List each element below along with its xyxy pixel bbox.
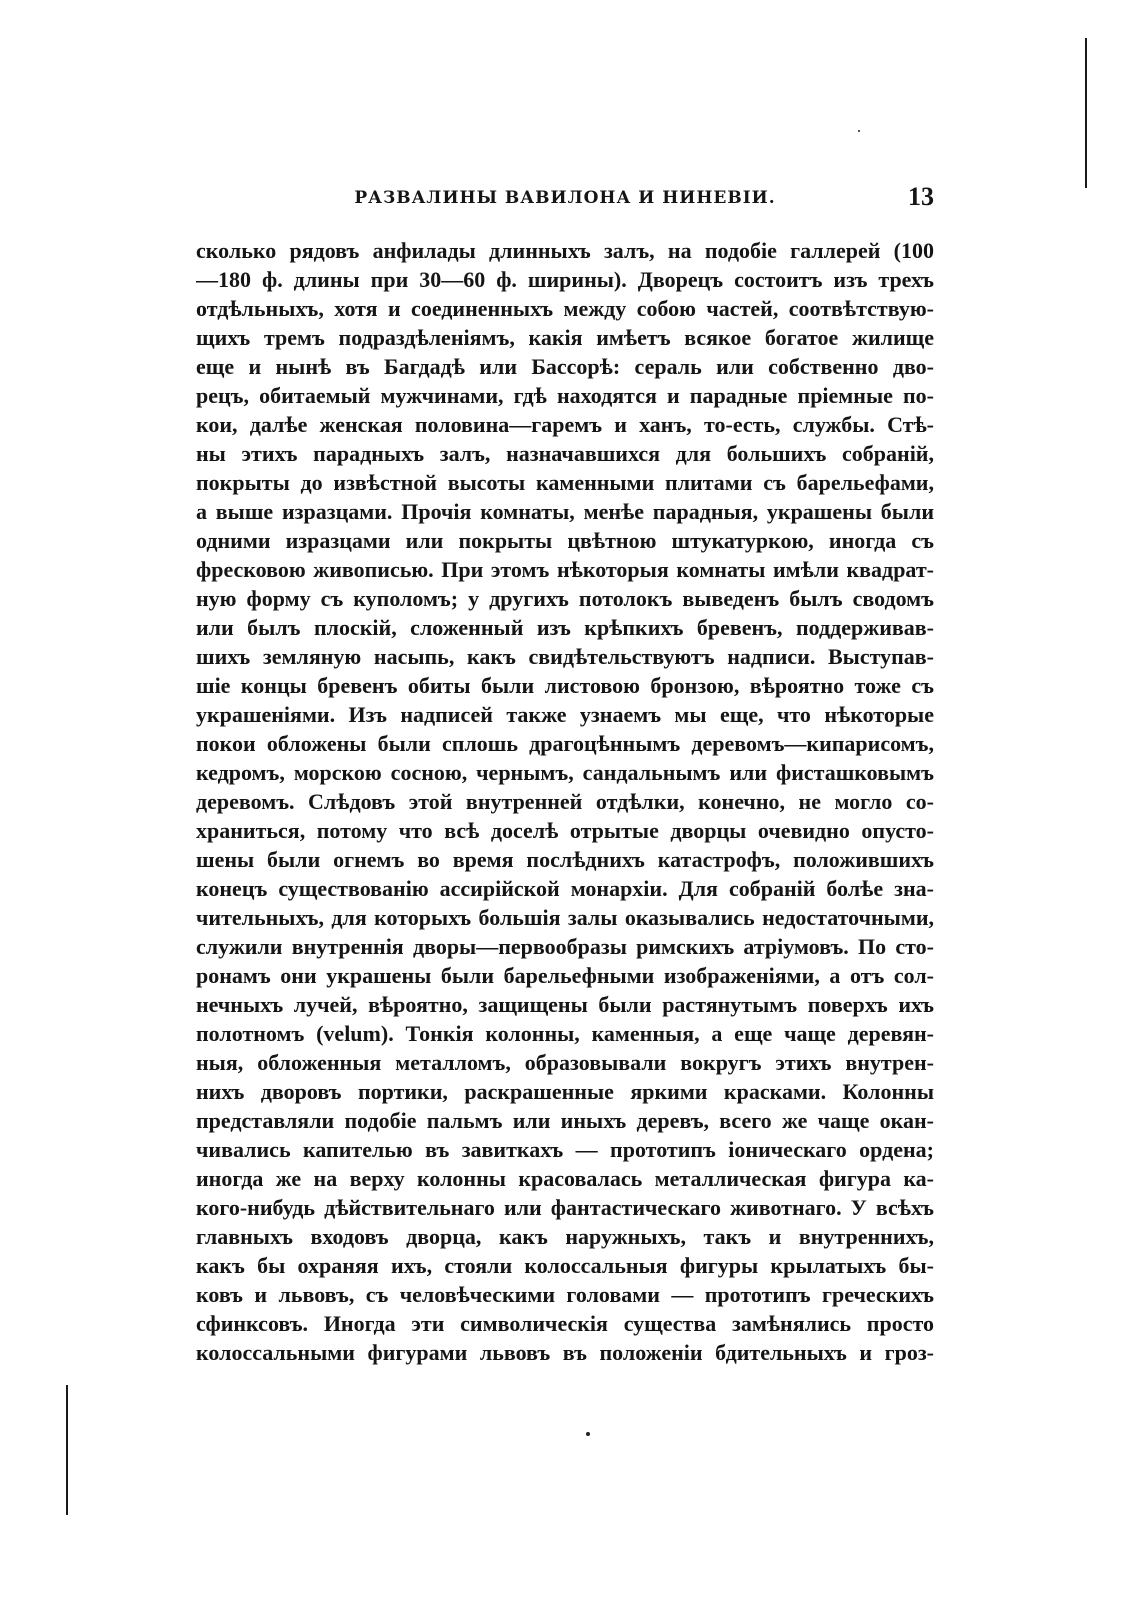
text-line: —180 ф. длины при 30—60 ф. ширины). Дворецъ состоитъ изъ трехъ xyxy=(196,267,934,292)
text-line: полотномъ (velum). Тонкія колонны, каменныя, а еще чаще деревян- xyxy=(196,1021,934,1046)
text-line: деревомъ. Слѣдовъ этой внутренней отдѣлки, конечно, не могло со- xyxy=(196,789,934,814)
text-line: ныя, обложенныя металломъ, образовывали вокругъ этихъ внутрен- xyxy=(196,1050,934,1075)
text-line: чительныхъ, для которыхъ большія залы оказывались недостаточными, xyxy=(196,905,934,930)
text-line: украшеніями. Изъ надписей также узнаемъ мы еще, что нѣкоторые xyxy=(196,702,934,727)
text-line: покои обложены были сплошь драгоцѣннымъ деревомъ—кипарисомъ, xyxy=(196,731,934,756)
text-line: конецъ существованію ассирійской монархіи. Для собраній болѣе зна- xyxy=(196,876,934,901)
text-line: покрыты до извѣстной высоты каменными плитами съ барельефами, xyxy=(196,470,934,495)
text-line: кедромъ, морскою сосною, чернымъ, сандальнымъ или фисташковымъ xyxy=(196,760,934,785)
text-line: шіе концы бревенъ обиты были листовою бронзою, вѣроятно тоже съ xyxy=(196,673,934,698)
text-line: иногда же на верху колонны красовалась металлическая фигура ка- xyxy=(196,1166,934,1191)
text-line: сколько рядовъ анфилады длинныхъ залъ, на подобіе галлерей (100 xyxy=(196,238,934,263)
page-header xyxy=(196,182,934,222)
scan-edge-line xyxy=(1085,38,1087,188)
text-line: представляли подобіе пальмъ или иныхъ деревъ, всего же чаще окан- xyxy=(196,1108,934,1133)
text-line: или былъ плоскій, сложенный изъ крѣпкихъ бревенъ, поддерживав- xyxy=(196,615,934,640)
text-line: чивались капителью въ завиткахъ — прототипъ іоническаго ордена; xyxy=(196,1137,934,1162)
text-line: ную форму съ куполомъ; у другихъ потолокъ выведенъ былъ сводомъ xyxy=(196,586,934,611)
scan-speck xyxy=(858,130,860,132)
running-title: РАЗВАЛИНЫ ВАВИЛОНА И НИНЕВІИ. xyxy=(354,188,776,208)
text-line: главныхъ входовъ дворца, какъ наружныхъ, такъ и внутреннихъ, xyxy=(196,1224,934,1249)
text-line: храниться, потому что всѣ доселѣ отрытые дворцы очевидно опусто- xyxy=(196,818,934,843)
text-line: рецъ, обитаемый мужчинами, гдѣ находятся и парадные пріемные по- xyxy=(196,383,934,408)
scan-edge-line xyxy=(66,1385,68,1515)
ink-dot xyxy=(586,1432,590,1436)
page-number: 13 xyxy=(908,182,934,211)
text-line: шены были огнемъ во время послѣднихъ катастрофъ, положившихъ xyxy=(196,847,934,872)
text-line: кои, далѣе женская половина—гаремъ и ханъ, то-есть, службы. Стѣ- xyxy=(196,412,934,437)
text-line: служили внутреннія дворы—первообразы римскихъ атріумовъ. По сто- xyxy=(196,934,934,959)
text-line: ронамъ они украшены были барельефными изображеніями, а отъ сол- xyxy=(196,963,934,988)
text-line: отдѣльныхъ, хотя и соединенныхъ между собою частей, соотвѣтствую- xyxy=(196,296,934,321)
text-line: фресковою живописью. При этомъ нѣкоторыя комнаты имѣли квадрат- xyxy=(196,557,934,582)
text-line: щихъ тремъ подраздѣленіямъ, какія имѣетъ всякое богатое жилище xyxy=(196,325,934,350)
text-line: колоссальными фигурами львовъ въ положеніи бдительныхъ и гроз- xyxy=(196,1340,934,1365)
text-line: еще и нынѣ въ Багдадѣ или Бассорѣ: сераль или собственно дво- xyxy=(196,354,934,379)
text-line: ковъ и львовъ, съ человѣческими головами — прототипъ греческихъ xyxy=(196,1282,934,1307)
text-line: нихъ дворовъ портики, раскрашенные яркими красками. Колонны xyxy=(196,1079,934,1104)
body-text xyxy=(196,236,934,1367)
text-line: какъ бы охраняя ихъ, стояли колоссальныя фигуры крылатыхъ бы- xyxy=(196,1253,934,1278)
text-line: одними изразцами или покрыты цвѣтною штукатуркою, иногда съ xyxy=(196,528,934,553)
text-line: ны этихъ парадныхъ залъ, назначавшихся для большихъ собраній, xyxy=(196,441,934,466)
text-line: сфинксовъ. Иногда эти символическія существа замѣнялись просто xyxy=(196,1311,934,1336)
text-line: а выше изразцами. Прочія комнаты, менѣе парадныя, украшены были xyxy=(196,499,934,524)
text-line: нечныхъ лучей, вѣроятно, защищены были растянутымъ поверхъ ихъ xyxy=(196,992,934,1017)
text-line: кого-нибудь дѣйствительнаго или фантастическаго животнаго. У всѣхъ xyxy=(196,1195,934,1220)
text-line: шихъ земляную насыпь, какъ свидѣтельствуютъ надписи. Выступав- xyxy=(196,644,934,669)
